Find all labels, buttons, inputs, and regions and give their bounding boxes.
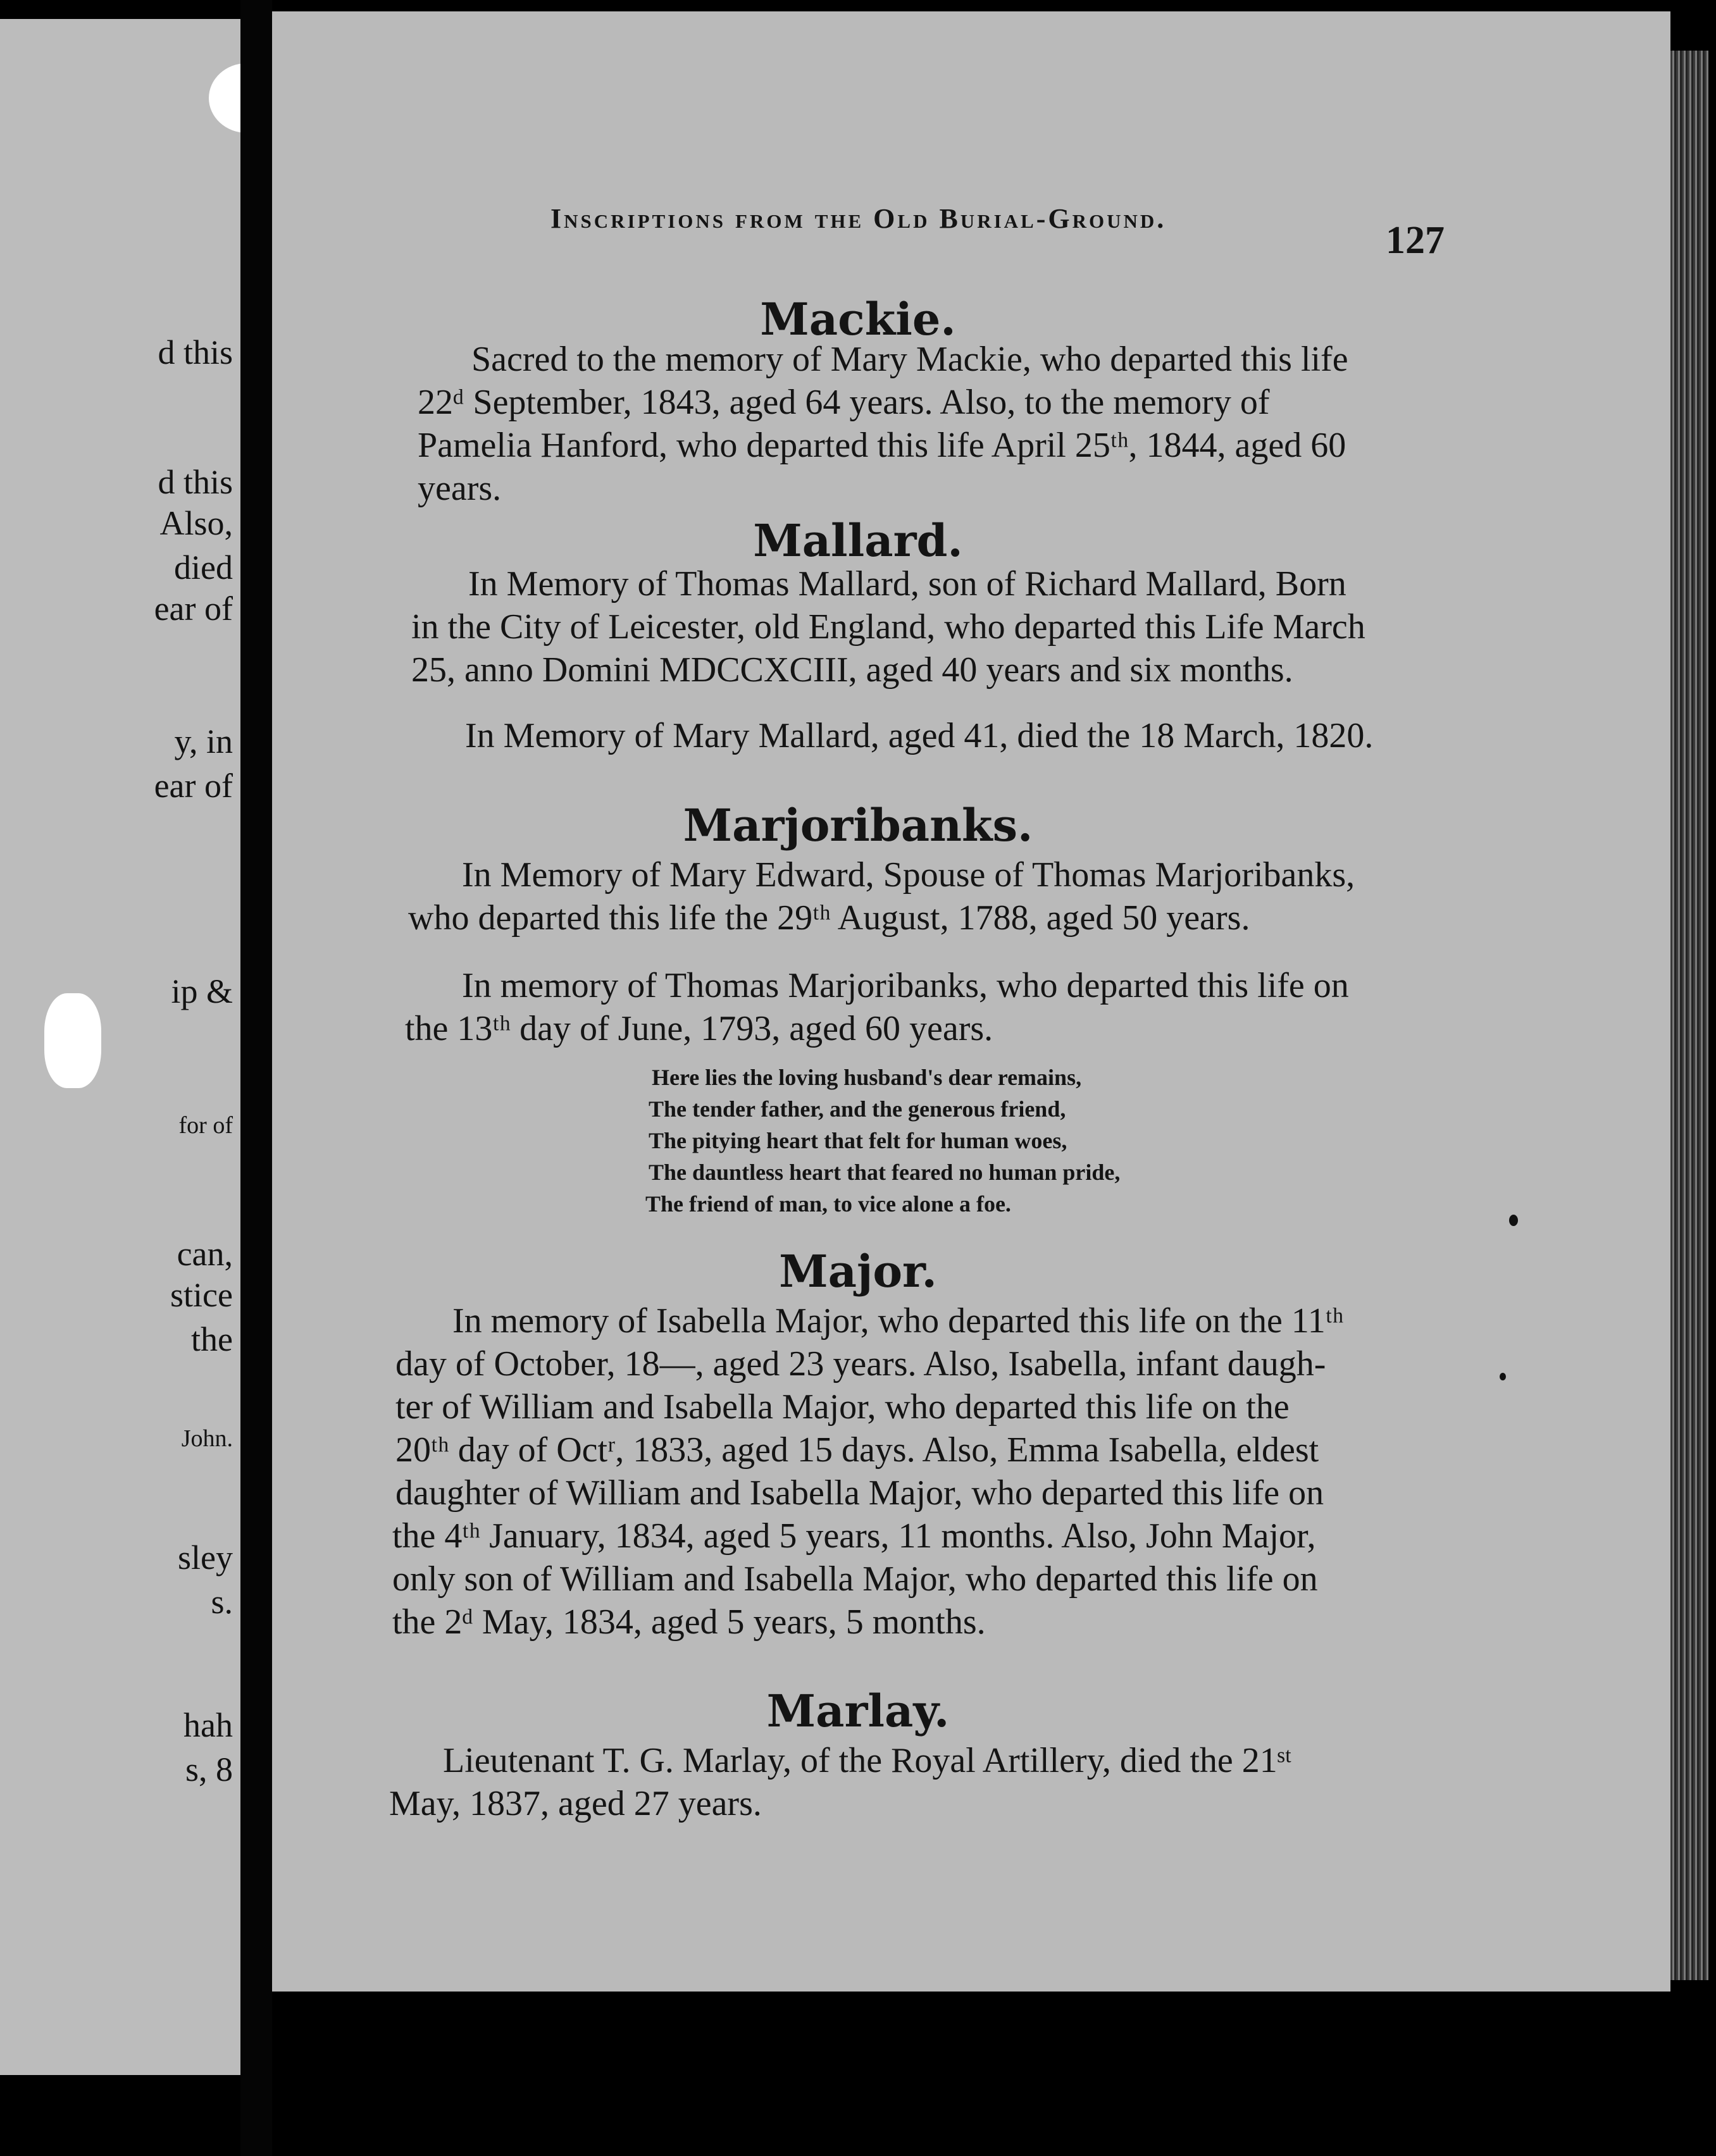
text-line: 20ᵗʰ day of Octʳ, 1833, aged 15 days. Also, Emma Isabella, eldest xyxy=(395,1430,1319,1470)
text-line: the 4ᵗʰ January, 1834, aged 5 years, 11 months. Also, John Major, xyxy=(392,1516,1316,1556)
section-heading-mackie: Mackie. xyxy=(760,293,956,345)
left-fragment: the xyxy=(191,1320,233,1358)
left-fragment: died xyxy=(174,548,233,586)
text-line: Lieutenant T. G. Marlay, of the Royal Artillery, died the 21ˢᵗ xyxy=(443,1741,1292,1780)
text-line: the 2ᵈ May, 1834, aged 5 years, 5 months. xyxy=(392,1602,986,1642)
text-line: Pamelia Hanford, who departed this life April 25ᵗʰ, 1844, aged 60 xyxy=(418,426,1346,465)
left-fragment: sley xyxy=(178,1539,233,1577)
left-fragment: stice xyxy=(170,1276,233,1314)
page-number: 127 xyxy=(1386,219,1445,262)
left-fragment: for of xyxy=(178,1112,233,1139)
text-line: the 13ᵗʰ day of June, 1793, aged 60 years. xyxy=(405,1009,993,1048)
verse-line: The pitying heart that felt for human woes, xyxy=(649,1128,1067,1153)
text-line: years. xyxy=(418,469,502,508)
text-line: In memory of Thomas Marjoribanks, who departed this life on xyxy=(462,966,1349,1005)
left-fragment: John. xyxy=(181,1425,233,1452)
left-fragment: can, xyxy=(177,1235,233,1273)
left-fragment: s, 8 xyxy=(185,1750,233,1788)
text-line: In Memory of Mary Mallard, aged 41, died the 18 March, 1820. xyxy=(465,716,1374,755)
left-fragment: hah xyxy=(183,1706,233,1744)
left-fragment: s. xyxy=(211,1583,233,1621)
paper-tear xyxy=(44,993,101,1088)
text-line: daughter of William and Isabella Major, who departed this life on xyxy=(395,1473,1324,1513)
text-line: 25, anno Domini MDCCXCIII, aged 40 years and six months. xyxy=(411,650,1293,690)
text-line: only son of William and Isabella Major, who departed this life on xyxy=(392,1559,1318,1599)
left-fragment: ear of xyxy=(154,590,233,628)
text-line: In memory of Isabella Major, who departed this life on the 11ᵗʰ xyxy=(452,1301,1344,1341)
text-line: In Memory of Mary Edward, Spouse of Thomas Marjoribanks, xyxy=(462,855,1355,895)
text-line: Sacred to the memory of Mary Mackie, who departed this life xyxy=(471,340,1348,379)
section-heading-mallard: Mallard. xyxy=(753,514,963,567)
left-fragment: ip & xyxy=(171,972,233,1010)
verse-line: The tender father, and the generous friend, xyxy=(649,1096,1066,1122)
text-line: ter of William and Isabella Major, who departed this life on the xyxy=(395,1387,1290,1427)
left-fragment: d this xyxy=(158,463,233,501)
left-fragment: d this xyxy=(158,333,233,371)
text-line: day of October, 18—, aged 23 years. Also, Isabella, infant daugh- xyxy=(395,1344,1326,1384)
text-line: who departed this life the 29ᵗʰ August, 1788, aged 50 years. xyxy=(408,898,1250,938)
text-line: 22ᵈ September, 1843, aged 64 years. Also, to the memory of xyxy=(418,383,1270,422)
left-fragment: y, in xyxy=(174,722,233,760)
running-head: Inscriptions from the Old Burial-Ground. xyxy=(550,203,1167,234)
ink-speck xyxy=(1509,1215,1518,1226)
verse-line: The friend of man, to vice alone a foe. xyxy=(645,1191,1011,1217)
verse-line: Here lies the loving husband's dear remains, xyxy=(652,1065,1082,1090)
text-line: May, 1837, aged 27 years. xyxy=(389,1784,762,1823)
verse-line: The dauntless heart that feared no human pride, xyxy=(649,1160,1121,1185)
section-heading-marlay: Marlay. xyxy=(766,1685,950,1737)
section-heading-major: Major. xyxy=(779,1245,937,1298)
left-fragment: ear of xyxy=(154,767,233,805)
text-line: In Memory of Thomas Mallard, son of Richard Mallard, Born xyxy=(468,564,1346,604)
ink-speck xyxy=(1500,1373,1506,1380)
text-line: in the City of Leicester, old England, who departed this Life March xyxy=(411,607,1365,647)
section-heading-marjoribanks: Marjoribanks. xyxy=(683,799,1033,852)
left-fragment: Also, xyxy=(159,504,233,542)
